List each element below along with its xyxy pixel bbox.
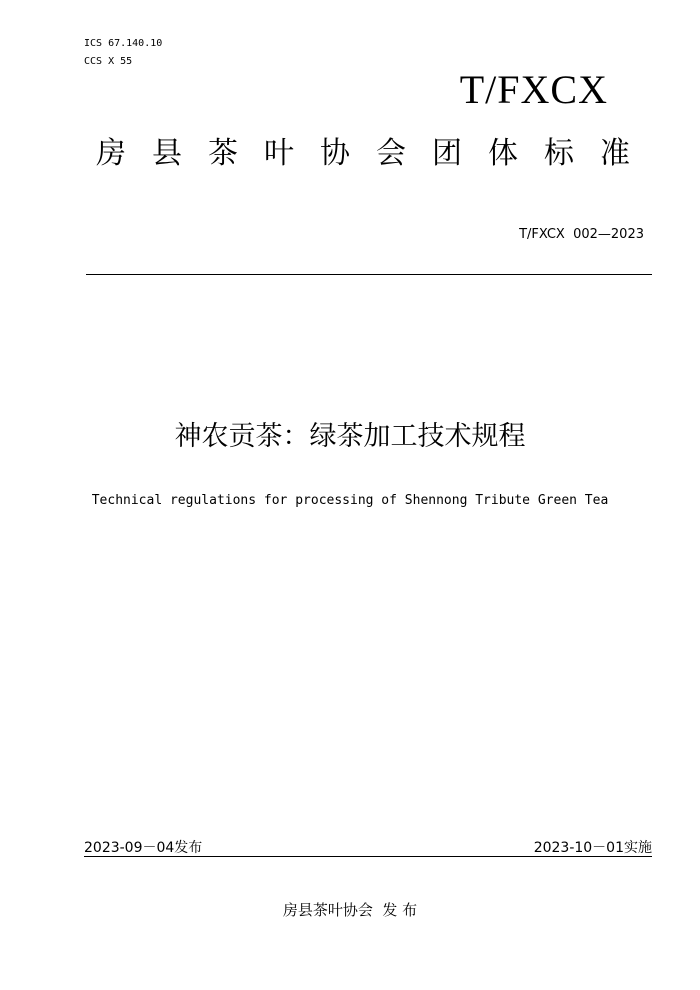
- category-char: 体: [488, 136, 518, 171]
- ccs-code: CCS X 55: [84, 56, 133, 67]
- footer-divider: [84, 856, 652, 857]
- category-char: 标: [544, 136, 574, 171]
- effective-date: 2023-10－01实施: [533, 840, 652, 856]
- category-char: 叶: [264, 136, 294, 171]
- category-char: 房: [96, 136, 126, 171]
- category-char: 会: [376, 136, 406, 171]
- header-divider: [86, 274, 652, 275]
- document-title-chinese: 神农贡茶：绿茶加工技术规程: [174, 421, 526, 452]
- category-char: 准: [600, 136, 630, 171]
- standard-category-title: [96, 134, 630, 174]
- ics-code: ICS 67.140.10: [84, 38, 163, 49]
- document-title-english: Technical regulations for processing of Shennong Tribute Green Tea: [91, 493, 609, 508]
- category-char: 县: [152, 136, 182, 171]
- category-char: 团: [432, 136, 462, 171]
- category-char: 茶: [208, 136, 238, 171]
- publisher: 房县茶叶协会 发 布: [282, 901, 418, 919]
- standard-prefix: T/FXCX: [459, 67, 608, 112]
- issue-date: 2023-09－04发布: [84, 840, 203, 856]
- standard-number: T/FXCX 002—2023: [519, 227, 644, 242]
- category-char: 协: [320, 136, 350, 171]
